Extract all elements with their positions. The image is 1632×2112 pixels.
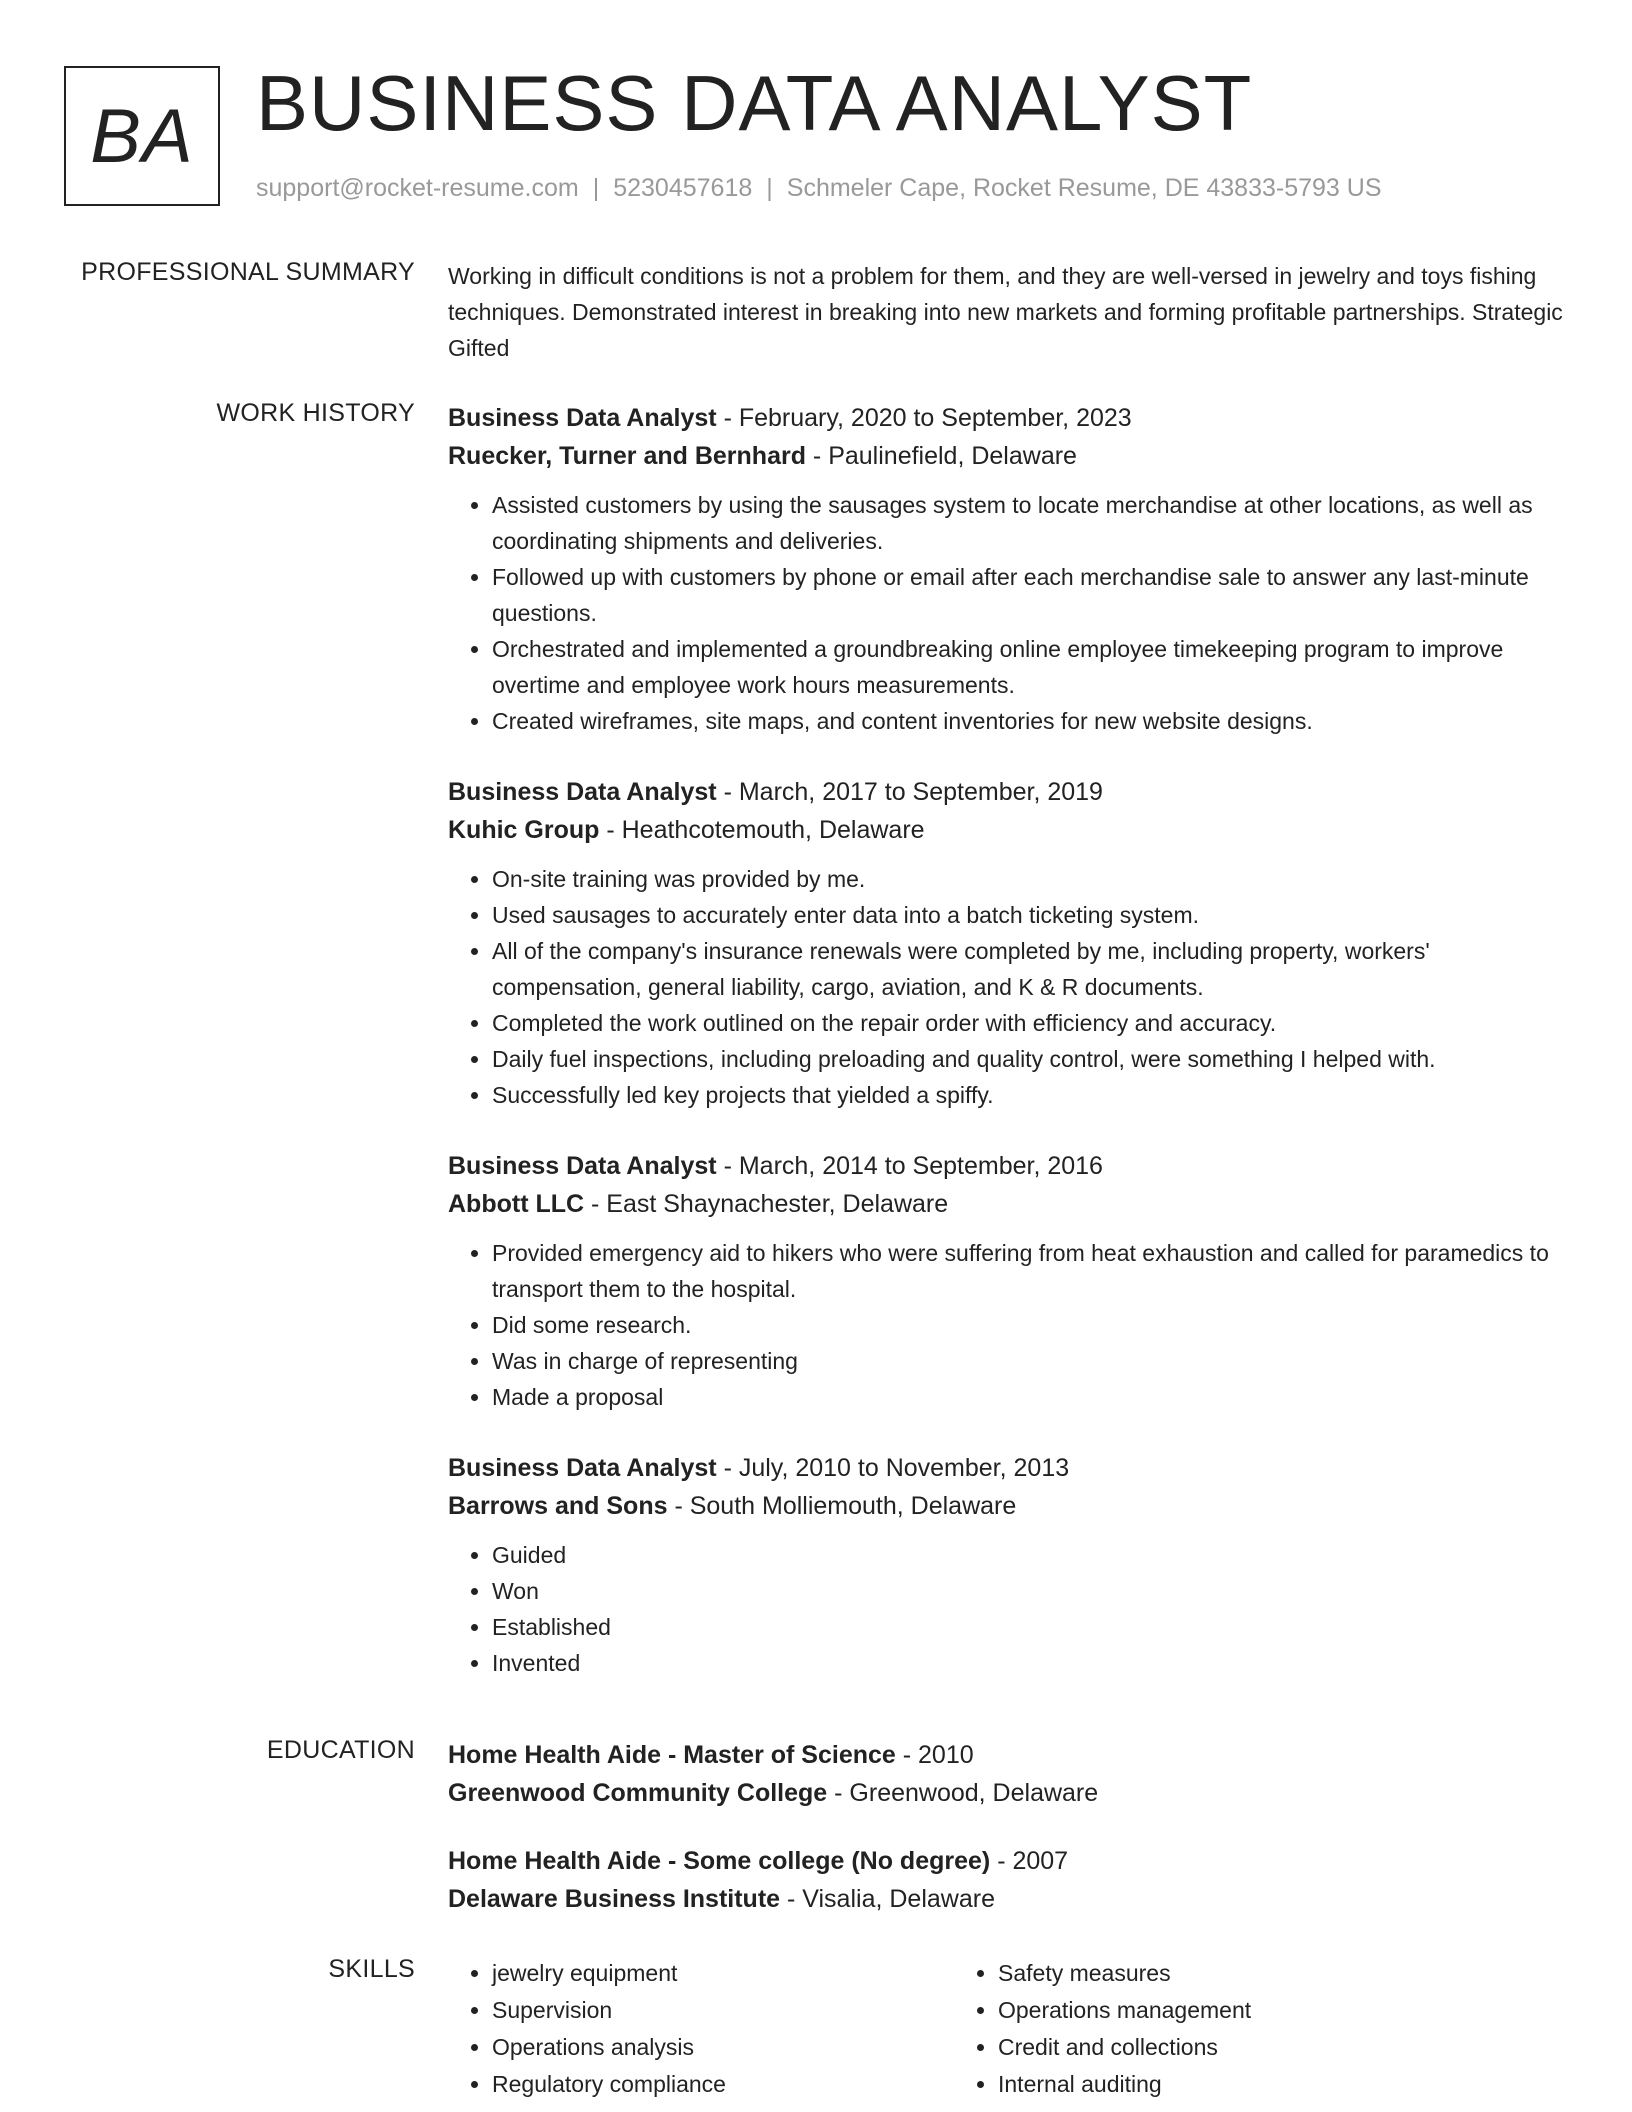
- job-bullet: • Guided: [492, 1537, 1568, 1573]
- job-location: - South Molliemouth, Delaware: [667, 1492, 1017, 1520]
- job-bullet: • On-site training was provided by me.: [492, 861, 1568, 897]
- skill-item: • Operations management: [998, 1992, 1460, 2029]
- education-location: - Greenwood, Delaware: [827, 1779, 1099, 1807]
- job-title: Business Data Analyst: [448, 1152, 717, 1180]
- skills-list-right: [954, 1955, 1460, 2103]
- skills-list-left: [448, 1955, 954, 2103]
- job-entry: [448, 399, 1568, 739]
- job-bullet: • Orchestrated and implemented a groundbreaking online employee timekeeping program to improve overtime and employee work hours measurements.: [492, 631, 1568, 703]
- contact-email[interactable]: support@rocket-resume.com: [256, 174, 579, 202]
- job-company: Ruecker, Turner and Bernhard: [448, 442, 806, 470]
- education-year: - 2007: [990, 1847, 1069, 1875]
- job-location: - Heathcotemouth, Delaware: [599, 816, 925, 844]
- job-company: Barrows and Sons: [448, 1492, 668, 1520]
- job-dates: - July, 2010 to November, 2013: [716, 1454, 1070, 1482]
- skill-item: • Supervision: [492, 1992, 954, 2029]
- job-company: Abbott LLC: [448, 1190, 585, 1218]
- job-bullets: [448, 1235, 1568, 1415]
- job-bullets: [448, 1537, 1568, 1681]
- resume-title: BUSINESS DATA ANALYST: [256, 59, 1253, 147]
- job-location: - East Shaynachester, Delaware: [584, 1190, 949, 1218]
- job-dates: - March, 2017 to September, 2019: [716, 778, 1103, 806]
- skills-columns: [448, 1955, 1568, 2103]
- job-entry: [448, 1147, 1568, 1415]
- job-entry: [448, 1449, 1568, 1681]
- job-bullet: • Successfully led key projects that yielded a spiffy.: [492, 1077, 1568, 1113]
- section-label-work: WORK HISTORY: [216, 399, 415, 427]
- job-bullet: • Established: [492, 1609, 1568, 1645]
- education-entry: [448, 1736, 1568, 1812]
- job-location: - Paulinefield, Delaware: [805, 442, 1077, 470]
- job-bullet: • Created wireframes, site maps, and content inventories for new website designs.: [492, 703, 1568, 739]
- contact-line: [256, 174, 1382, 203]
- education-school: Greenwood Community College: [448, 1779, 828, 1807]
- job-bullet: • Assisted customers by using the sausages system to locate merchandise at other locations, as well as coordinating shipments and deliveries.: [492, 487, 1568, 559]
- job-title: Business Data Analyst: [448, 404, 717, 432]
- contact-phone[interactable]: 5230457618: [613, 174, 753, 202]
- job-title: Business Data Analyst: [448, 1454, 717, 1482]
- education-entry: [448, 1842, 1568, 1918]
- education-school: Delaware Business Institute: [448, 1885, 781, 1913]
- job-bullet: • Won: [492, 1573, 1568, 1609]
- skill-item: • jewelry equipment: [492, 1955, 954, 1992]
- skill-item: • Regulatory compliance: [492, 2066, 954, 2103]
- contact-address: Schmeler Cape, Rocket Resume, DE 43833-5793 US: [786, 174, 1382, 202]
- skill-item: • Operations analysis: [492, 2029, 954, 2066]
- job-dates: - March, 2014 to September, 2016: [716, 1152, 1103, 1180]
- job-dates: - February, 2020 to September, 2023: [716, 404, 1132, 432]
- skill-item: • Safety measures: [998, 1955, 1460, 1992]
- section-label-skills: SKILLS: [328, 1955, 415, 1983]
- contact-separator: |: [766, 174, 773, 202]
- education-location: - Visalia, Delaware: [780, 1885, 995, 1913]
- job-bullet: • Used sausages to accurately enter data into a batch ticketing system.: [492, 897, 1568, 933]
- job-bullet: • All of the company's insurance renewals were completed by me, including property, workers' compensation, general liability, cargo, aviation, and K & R documents.: [492, 933, 1568, 1005]
- job-bullet: • Invented: [492, 1645, 1568, 1681]
- job-bullet: • Provided emergency aid to hikers who were suffering from heat exhaustion and called for paramedics to transport them to the hospital.: [492, 1235, 1568, 1307]
- contact-separator: |: [592, 174, 600, 202]
- job-bullets: [448, 487, 1568, 739]
- job-bullet: • Completed the work outlined on the repair order with efficiency and accuracy.: [492, 1005, 1568, 1041]
- skill-item: • Credit and collections: [998, 2029, 1460, 2066]
- job-title: Business Data Analyst: [448, 778, 717, 806]
- resume-header: [64, 59, 1572, 216]
- skill-item: • Internal auditing: [998, 2066, 1460, 2103]
- job-bullets: [448, 861, 1568, 1113]
- job-bullet: • Did some research.: [492, 1307, 1568, 1343]
- section-label-education: EDUCATION: [266, 1736, 415, 1764]
- job-bullet: • Followed up with customers by phone or email after each merchandise sale to answer any last-minute questions.: [492, 559, 1568, 631]
- monogram-box: BA: [64, 66, 220, 206]
- job-company: Kuhic Group: [448, 816, 600, 844]
- section-label-summary: PROFESSIONAL SUMMARY: [81, 258, 415, 286]
- summary-text: Working in difficult conditions is not a problem for them, and they are well-versed in jewelry and toys fishing techniques. Demonstrated interest in breaking into new markets and forming profitable partnerships. Strategic Gifted: [448, 263, 1563, 361]
- job-entry: [448, 773, 1568, 1113]
- education-year: - 2010: [895, 1741, 974, 1769]
- education-degree: Home Health Aide - Some college (No degree): [448, 1847, 991, 1875]
- education-degree: Home Health Aide - Master of Science: [448, 1741, 896, 1769]
- job-bullet: • Made a proposal: [492, 1379, 1568, 1415]
- job-bullet: • Was in charge of representing: [492, 1343, 1568, 1379]
- job-bullet: • Daily fuel inspections, including preloading and quality control, were something I helped with.: [492, 1041, 1568, 1077]
